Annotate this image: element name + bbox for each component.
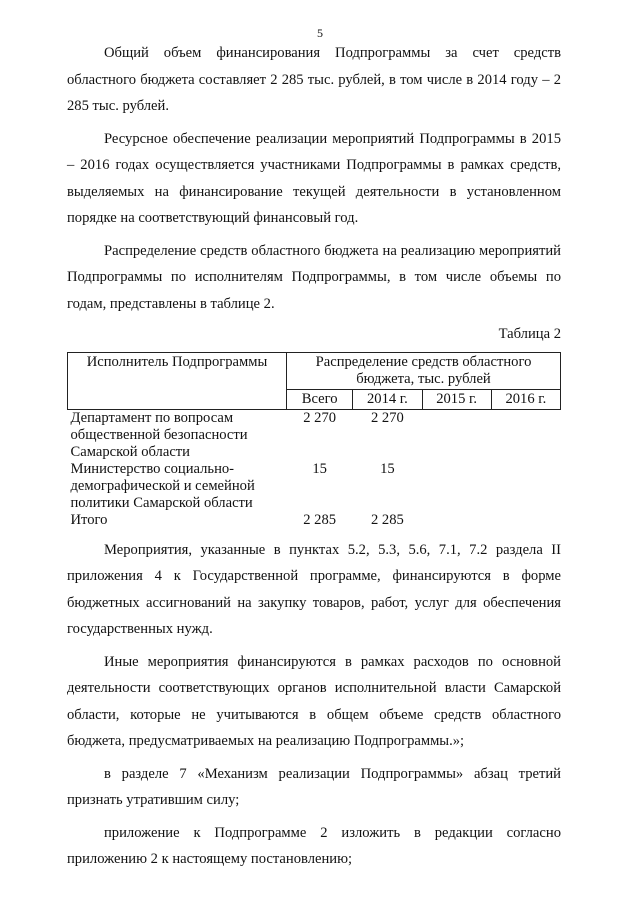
year-2015-cell: [422, 512, 491, 529]
paragraph: Распределение средств областного бюджета на реализацию мероприятий Подпрограммы по исполнителям Подпрограммы, в том числе объемы по годам, представлены в таблице 2.: [67, 242, 561, 312]
year-2016-cell: [491, 461, 560, 512]
column-header-total: Всего: [287, 389, 353, 409]
paragraph: Иные мероприятия финансируются в рамках расходов по основной деятельности соответствующих органов исполнительной власти Самарской области, которые не учитываются в общем объеме средств областного бюджета, предусматриваемых на реализацию Подпрограммы.»;: [67, 653, 561, 749]
executor-cell: Министерство социально-демографической и семейной политики Самарской области: [70, 460, 255, 511]
paragraph: Мероприятия, указанные в пунктах 5.2, 5.3, 5.6, 7.1, 7.2 раздела II приложения 4 к Государственной программе, финансируются в форме бюджетных ассигнований на закупку товаров, работ, услуг для обеспечения государственных нужд.: [67, 541, 561, 637]
total-cell: 2 270: [303, 409, 337, 426]
column-header-2014: 2014 г.: [353, 389, 422, 409]
table-title: Таблица 2: [498, 326, 561, 342]
year-2014-cell: 2 285: [370, 511, 404, 528]
column-header-2016: 2016 г.: [491, 389, 560, 409]
total-cell: 15: [312, 460, 327, 477]
executor-cell: Департамент по вопросам общественной безопасности Самарской области: [70, 409, 248, 460]
paragraph: в разделе 7 «Механизм реализации Подпрограммы» абзац третий признать утратившим силу;: [67, 765, 561, 808]
page-number: 5: [317, 26, 323, 40]
table-row: [68, 409, 561, 461]
column-header-executor: Исполнитель Подпрограммы: [68, 352, 287, 409]
year-2014-cell: 15: [380, 460, 395, 477]
year-2015-cell: [422, 409, 491, 461]
total-cell: 2 285: [303, 511, 337, 528]
column-header-2015: 2015 г.: [422, 389, 491, 409]
year-2016-cell: [491, 512, 560, 529]
paragraph: Ресурсное обеспечение реализации мероприятий Подпрограммы в 2015 – 2016 годах осуществляется участниками Подпрограммы в рамках средств, выделяемых на финансирование текущей деятельности в установленном порядке на соответствующий финансовый год.: [67, 130, 561, 226]
table-row: [68, 461, 561, 512]
paragraph: приложение к Подпрограмме 2 изложить в редакции согласно приложению 2 к настоящему постановлению;: [67, 824, 561, 867]
document-body: [67, 40, 561, 873]
year-2014-cell: 2 270: [370, 409, 404, 426]
year-2015-cell: [422, 461, 491, 512]
year-2016-cell: [491, 409, 560, 461]
column-header-distribution: Распределение средств областного бюджета, тыс. рублей: [287, 352, 561, 389]
executor-cell: Итого: [70, 511, 108, 528]
table-row-total: [68, 512, 561, 529]
paragraph: Общий объем финансирования Подпрограммы за счет средств областного бюджета составляет 2 285 тыс. рублей, в том числе в 2014 году – 2 285 тыс. рублей.: [67, 45, 561, 114]
funding-table: [67, 352, 561, 529]
